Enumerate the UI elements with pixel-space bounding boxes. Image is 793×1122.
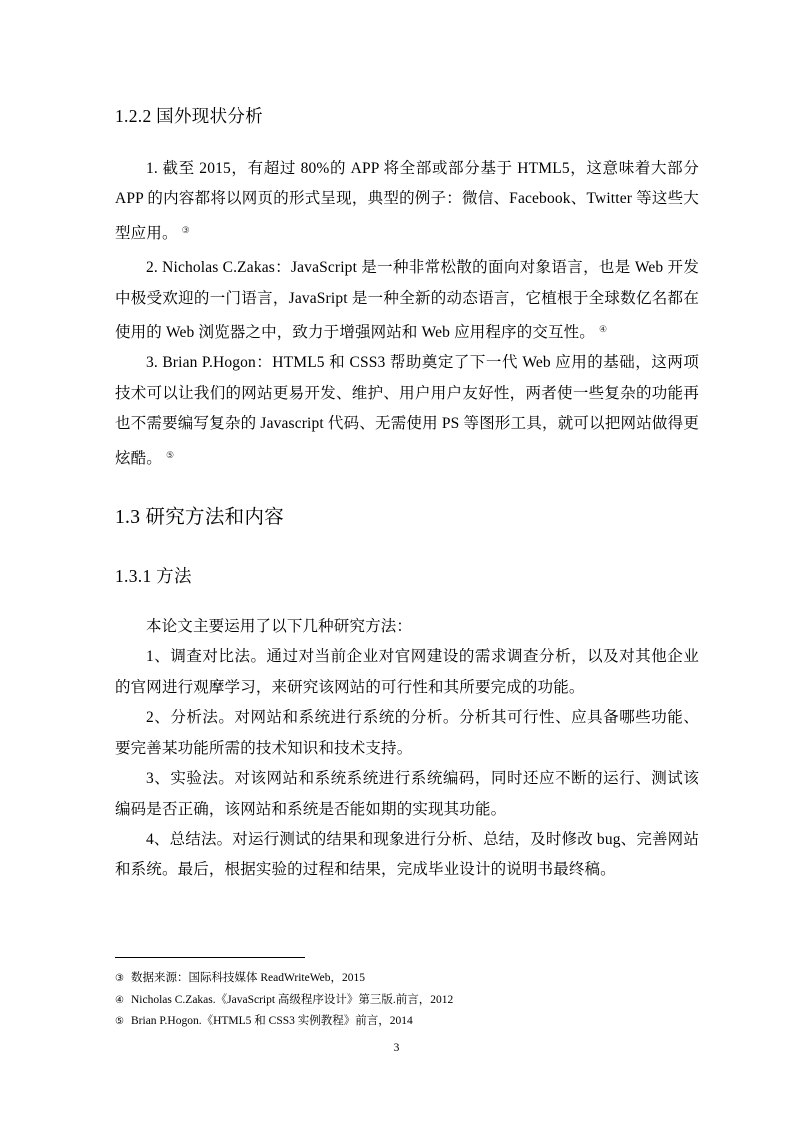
item-text: 1. 截至 2015，有超过 80%的 APP 将全部或部分基于 HTML5，这意味着大部分 APP 的内容都将以网页的形式呈现，典型的例子：微信、Facebook、Twitter 等这些大型应用。 bbox=[115, 160, 699, 242]
footnote-4 bbox=[115, 990, 699, 1012]
footnote-mark: ③ bbox=[115, 973, 124, 984]
page-number: 3 bbox=[393, 1042, 400, 1054]
footnote-mark: ⑤ bbox=[115, 1016, 124, 1027]
footnote-ref: ⑤ bbox=[165, 449, 175, 460]
method-experiment: 3、实验法。对该网站和系统系统进行系统编码，同时还应不断的运行、测试该编码是否正确，该网站和系统是否能如期的实现其功能。 bbox=[115, 770, 699, 818]
method-comparison-survey: 1、调查对比法。通过对当前企业对官网建设的需求调查分析，以及对其他企业的官网进行观摩学习，来研究该网站的可行性和其所要完成的功能。 bbox=[115, 648, 699, 696]
footnote-ref: ③ bbox=[181, 224, 190, 235]
footnote-divider bbox=[115, 957, 305, 958]
overseas-status-item-3 bbox=[115, 348, 699, 474]
footnote-mark: ④ bbox=[115, 994, 124, 1006]
method-analysis: 2、分析法。对网站和系统进行系统的分析。分析其可行性、应具备哪些功能、要完善某功能所需的技术知识和技术支持。 bbox=[115, 709, 699, 757]
section-heading-1-3-1: 1.3.1 方法 bbox=[115, 566, 192, 587]
overseas-status-item-2 bbox=[115, 253, 699, 348]
footnote-text: 数据来源：国际科技媒体 ReadWriteWeb，2015 bbox=[131, 972, 366, 984]
methods-intro: 本论文主要运用了以下几种研究方法： bbox=[146, 618, 413, 636]
item-text: 3. Brian P.Hogon：HTML5 和 CSS3 帮助奠定了下一代 Web 应用的基础，这两项技术可以让我们的网站更易开发、维护、用户用户友好性，两者使一些复杂的功能再也不需要编写复杂的 Javascript 代码、无需使用 PS 等图形工具，就可以把网站做得更炫酷。 bbox=[115, 354, 699, 467]
page-content bbox=[115, 98, 699, 886]
footnote-5 bbox=[115, 1011, 699, 1033]
footnote-text: Brian P.Hogon.《HTML5 和 CSS3 实例教程》前言，2014 bbox=[131, 1015, 413, 1027]
overseas-status-item-1 bbox=[115, 154, 699, 249]
item-text: 2. Nicholas C.Zakas：JavaScript 是一种非常松散的面向对象语言，也是 Web 开发中极受欢迎的一门语言，JavaSript 是一种全新的动态语言，它植根于全球数亿名都在使用的 Web 浏览器之中，致力于增强网站和 Web 应用程序的交互性。 bbox=[115, 259, 699, 342]
section-heading-1-2-2: 1.2.2 国外现状分析 bbox=[115, 106, 263, 126]
footnotes bbox=[115, 968, 699, 1033]
footnote-ref: ④ bbox=[598, 324, 608, 335]
method-summary: 4、总结法。对运行测试的结果和现象进行分析、总结，及时修改 bug、完善网站和系统。最后，根据实验的过程和结果，完成毕业设计的说明书最终稿。 bbox=[115, 830, 699, 879]
footnote-text: Nicholas C.Zakas.《JavaScript 高级程序设计》第三版.前言，2012 bbox=[131, 993, 454, 1006]
footnote-3 bbox=[115, 968, 699, 990]
section-heading-1-3: 1.3 研究方法和内容 bbox=[115, 507, 285, 529]
